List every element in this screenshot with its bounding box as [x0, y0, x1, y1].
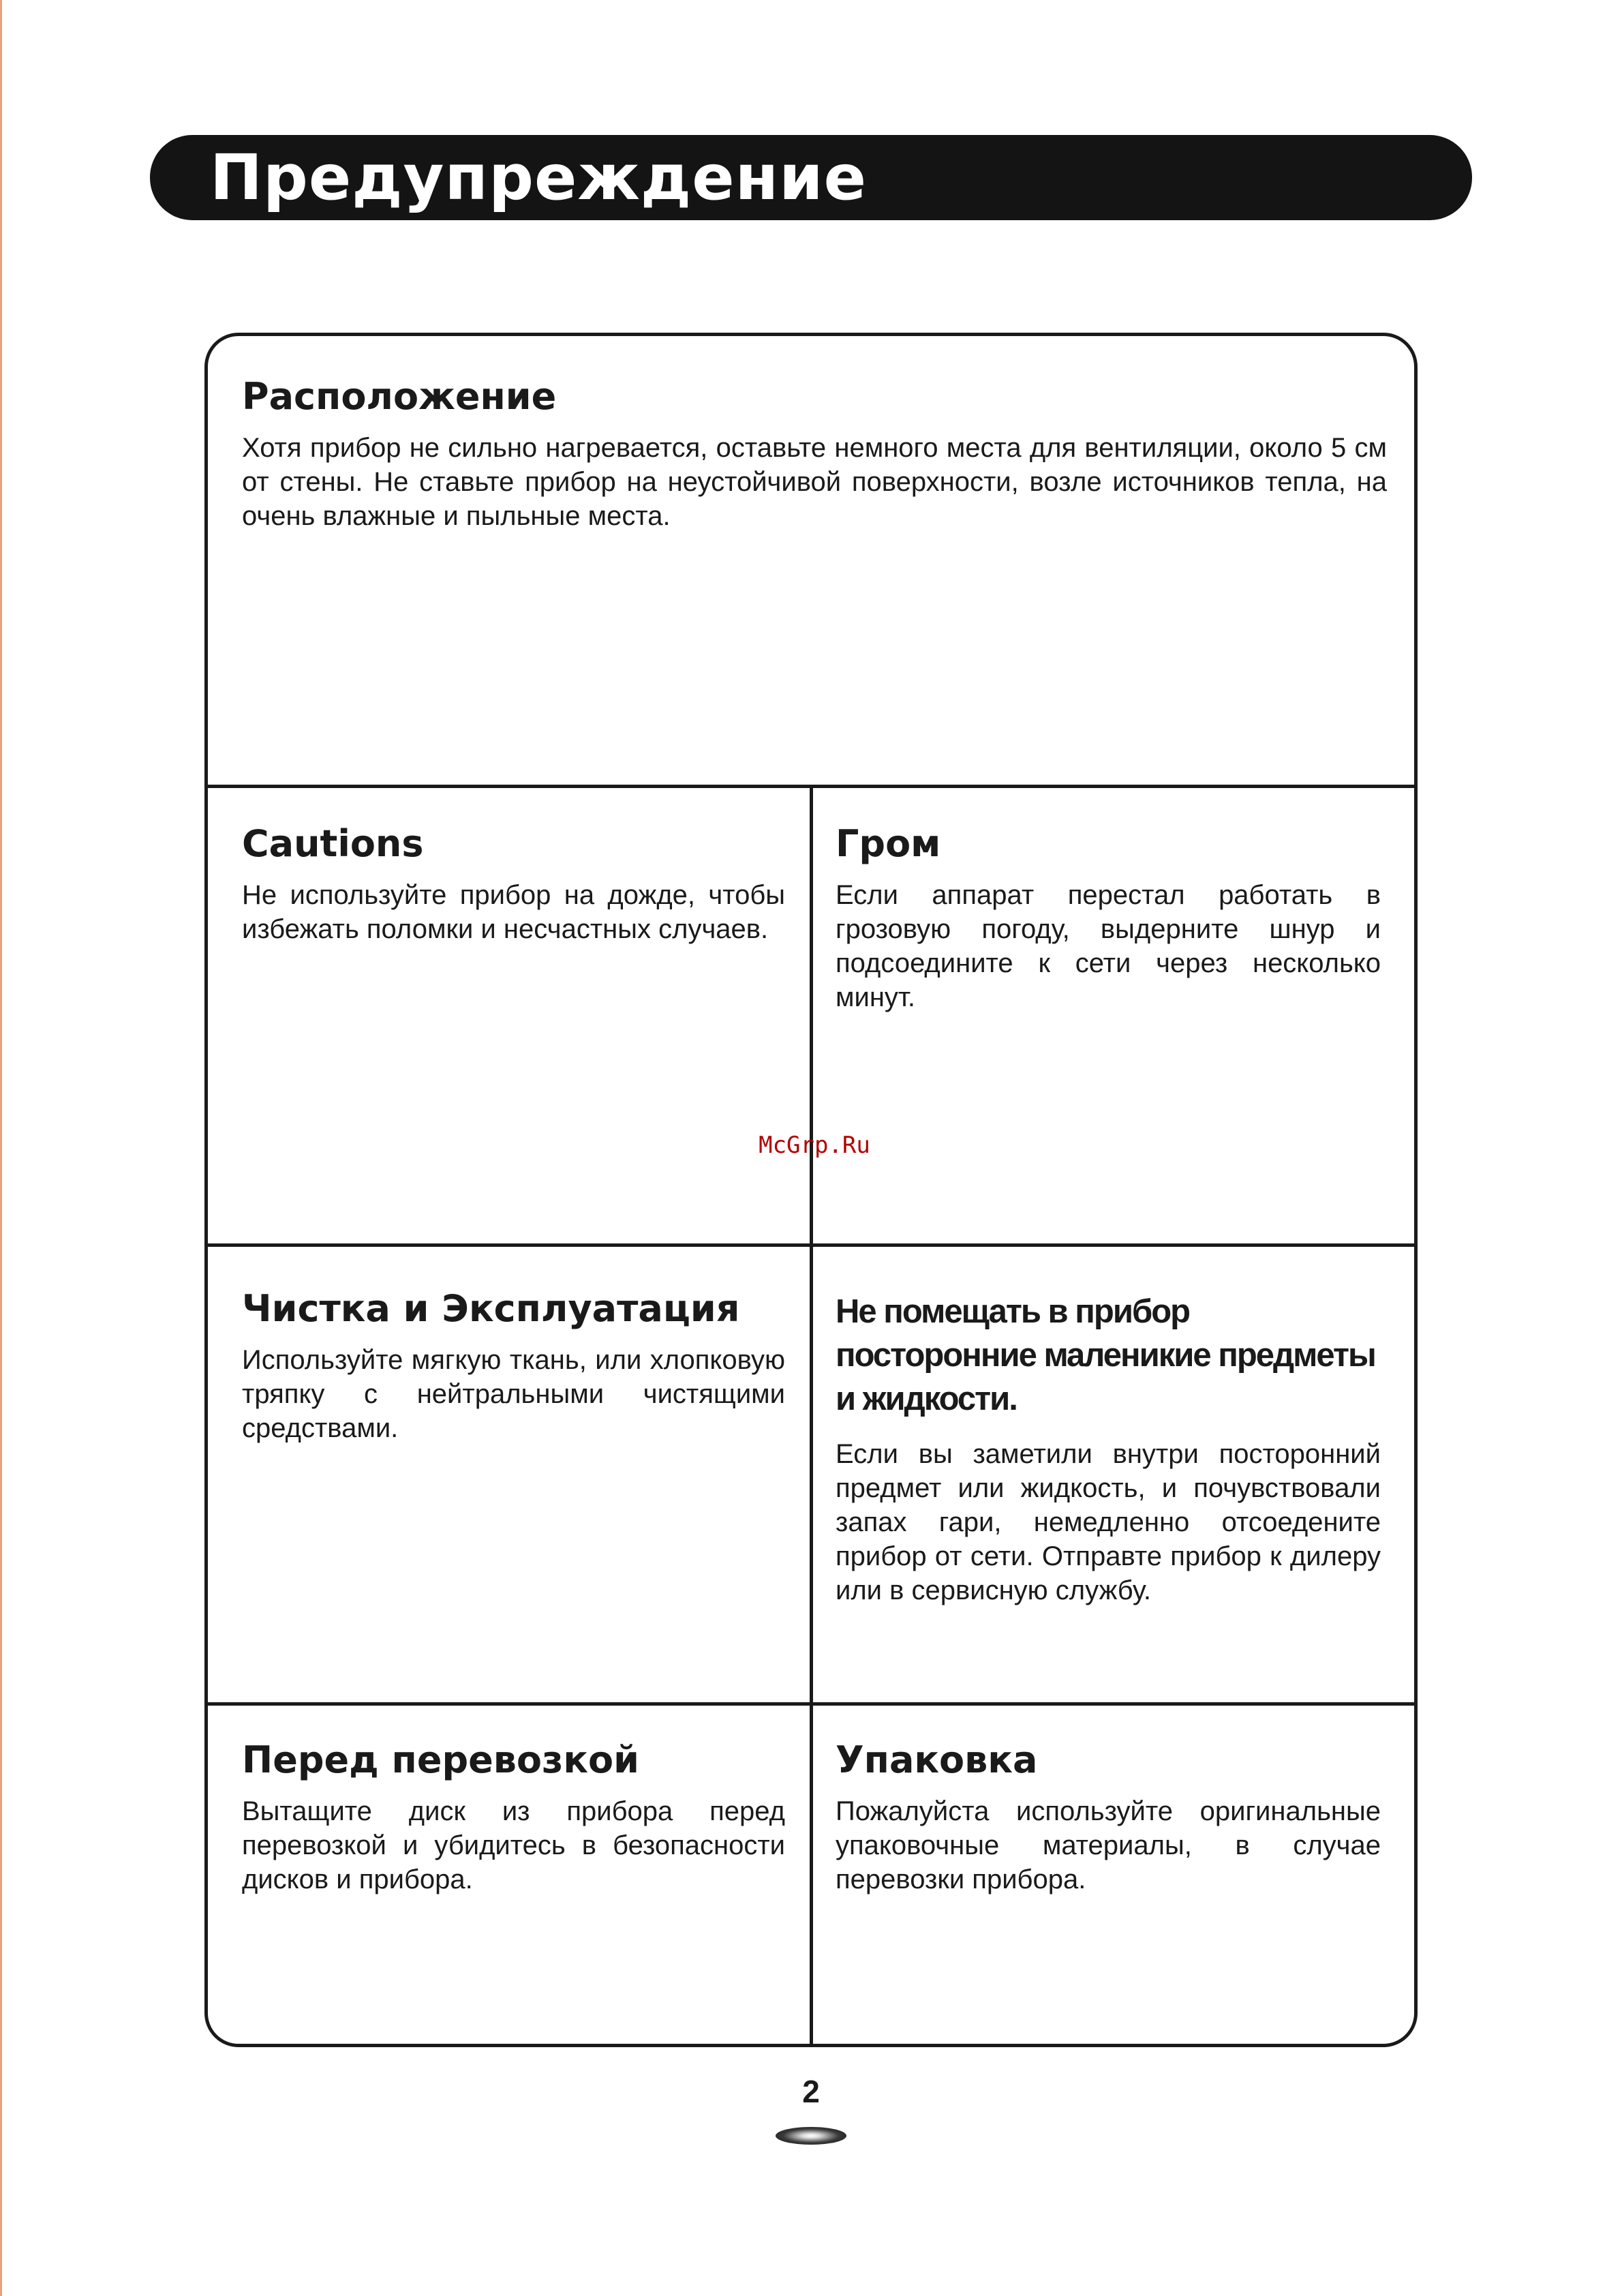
section-packaging [836, 1738, 1381, 1897]
section-body: Вытащите диск из прибора перед перевозкой и убидитесь в безопасности дисков и прибора. [242, 1796, 785, 1894]
section-title: Упаковка [836, 1738, 1038, 1781]
section-body: Хотя прибор не сильно нагревается, оставьте немного места для вентиляции, около 5 см от стены. Не ставьте прибор на неустойчивой поверхности, возле источников тепла, на очень влажные и пыльные места. [242, 433, 1387, 531]
section-transport [242, 1738, 785, 1897]
page-ornament [776, 2127, 846, 2145]
section-body: Если аппарат перестал работать в грозовую погоду, выдерните шнур и подсоедините к сети через несколько минут. [836, 880, 1381, 1012]
section-body: Если вы заметили внутри посторонний предмет или жидкость, и почувствовали запах гари, немедленно отсоедените прибор от сети. Отправте прибор к дилеру или в сервисную службу. [836, 1439, 1381, 1605]
section-title: Перед перевозкой [242, 1738, 639, 1781]
page-edge-line [0, 0, 2, 2296]
section-cleaning [242, 1287, 785, 1445]
section-body: Пожалуйста используйте оригинальные упаковочные материалы, в случае перевозки прибора. [836, 1796, 1381, 1894]
section-title: Не помещать в прибор посторонние маленикие предметы и жидкости. [836, 1293, 1375, 1417]
page-title: Предупреждение [210, 141, 868, 214]
section-placement [242, 375, 1387, 533]
section-thunder [836, 822, 1381, 1014]
section-title: Чистка и Эксплуатация [242, 1287, 740, 1330]
divider-column [810, 786, 813, 2047]
section-body: Не используйте прибор на дожде, чтобы избежать поломки и несчастных случаев. [242, 880, 785, 944]
section-title: Cautions [242, 822, 424, 865]
section-body: Используйте мягкую ткань, или хлопковую тряпку с нейтральными чистящими средствами. [242, 1345, 785, 1443]
section-title: Расположение [242, 375, 557, 418]
title-banner [150, 135, 1472, 220]
page-number: 2 [802, 2074, 820, 2109]
section-title: Гром [836, 822, 941, 865]
section-foreign-objects [836, 1290, 1381, 1607]
watermark: McGrp.Ru [759, 1132, 870, 1159]
section-cautions [242, 822, 785, 946]
